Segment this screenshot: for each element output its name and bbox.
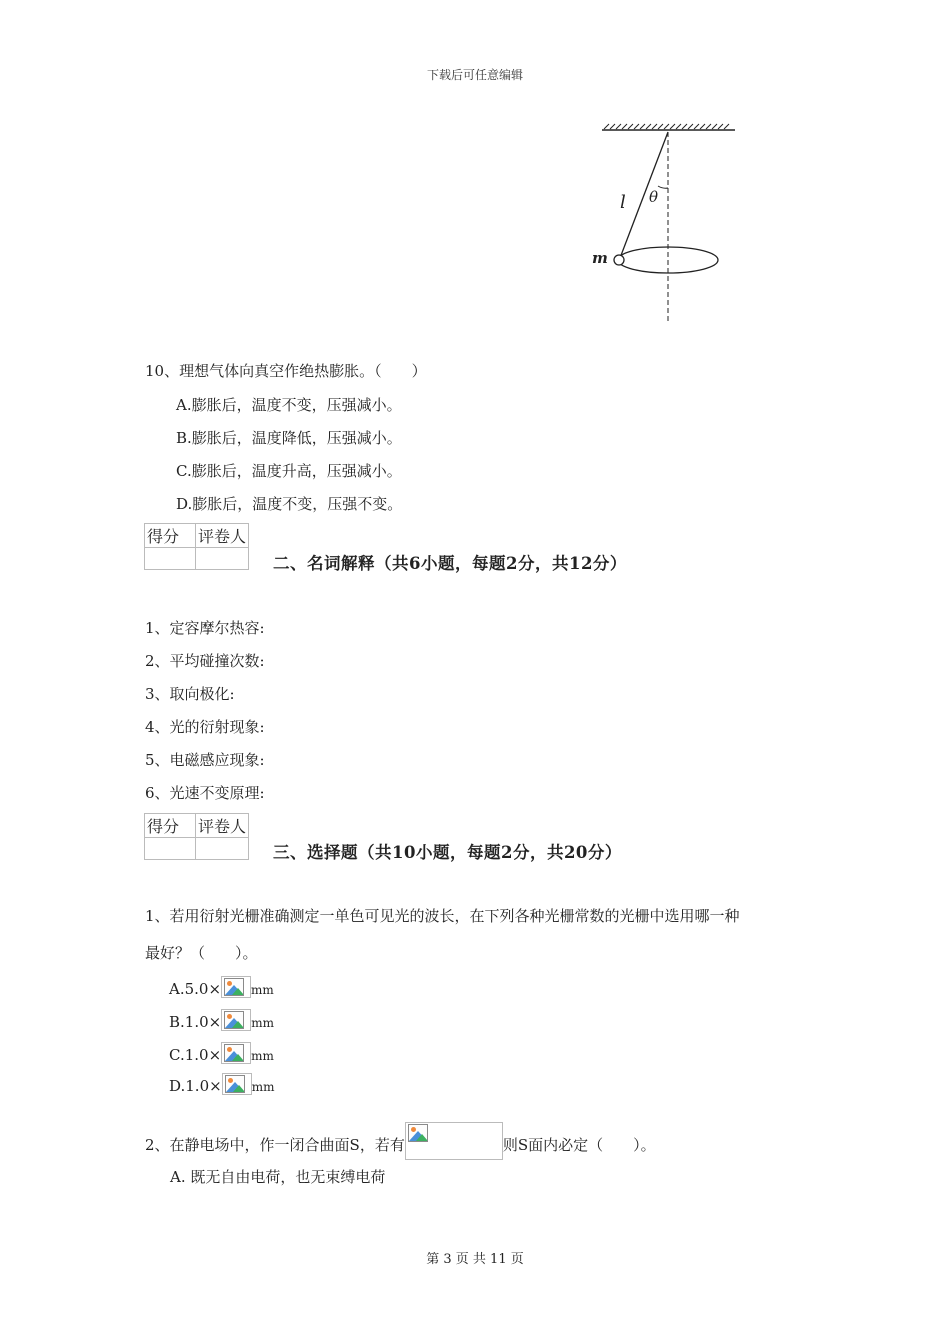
question-1-stem-line-1: 1、若用衍射光栅准确测定一单色可见光的波长，在下列各种光栅常数的光栅中选用哪一种 — [145, 907, 740, 925]
score-table-section-3 — [144, 813, 249, 860]
grader-cell — [196, 838, 249, 860]
question-1-option-b — [169, 1009, 274, 1031]
section-3-title: 三、选择题（共10小题，每题2分，共20分） — [273, 843, 622, 862]
question-1-option-c — [169, 1042, 274, 1064]
term-item-4: 4、光的衍射现象: — [145, 718, 265, 736]
stem-before: 2、在静电场中，作一闭合曲面S，若有 — [145, 1136, 405, 1154]
theta-arc — [658, 186, 668, 188]
page-header: 下载后可任意编辑 — [426, 68, 523, 82]
question-10-option-d: D.膨胀后，温度不变，压强不变。 — [176, 495, 403, 513]
term-item-6: 6、光速不变原理: — [145, 784, 265, 802]
label-l: l — [620, 192, 626, 213]
option-unit: mm — [251, 1080, 275, 1094]
label-m: m — [592, 249, 608, 267]
option-unit: mm — [251, 1016, 274, 1030]
broken-image-icon — [405, 1122, 503, 1160]
score-table-section-2 — [144, 523, 249, 570]
score-cell — [145, 548, 196, 570]
score-label: 得分 — [145, 814, 196, 838]
option-unit: mm — [251, 1049, 274, 1063]
question-2-stem — [145, 1122, 656, 1160]
section-2-title: 二、名词解释（共6小题，每题2分，共12分） — [273, 554, 627, 573]
score-cell — [145, 838, 196, 860]
grader-cell — [196, 548, 249, 570]
label-theta: θ — [649, 188, 659, 206]
broken-image-icon — [221, 1042, 251, 1064]
stem-after: 则S面内必定（ ）。 — [502, 1136, 656, 1154]
option-text: A.5.0× — [169, 980, 222, 998]
option-text: D.1.0× — [169, 1077, 222, 1095]
broken-image-icon — [222, 1073, 252, 1095]
term-item-5: 5、电磁感应现象: — [145, 751, 265, 769]
question-1-option-a — [169, 976, 274, 998]
question-1-option-d — [169, 1073, 274, 1095]
broken-image-icon — [221, 976, 251, 998]
question-10-option-b: B.膨胀后，温度降低，压强减小。 — [176, 429, 402, 447]
grader-label: 评卷人 — [196, 524, 249, 548]
term-item-1: 1、定容摩尔热容: — [145, 619, 265, 637]
ceiling-hatch — [604, 124, 729, 129]
question-10-option-a: A.膨胀后，温度不变，压强减小。 — [176, 396, 402, 414]
question-10-option-c: C.膨胀后，温度升高，压强减小。 — [176, 462, 402, 480]
pendulum-bob — [614, 255, 624, 265]
question-2-option-a: A. 既无自由电荷，也无束缚电荷 — [170, 1168, 386, 1186]
term-item-3: 3、取向极化: — [145, 685, 235, 703]
score-label: 得分 — [145, 524, 196, 548]
option-text: B.1.0× — [169, 1013, 222, 1031]
question-10-stem: 10、理想气体向真空作绝热膨胀。（ ） — [145, 362, 427, 380]
broken-image-icon — [221, 1009, 251, 1031]
term-item-2: 2、平均碰撞次数: — [145, 652, 265, 670]
grader-label: 评卷人 — [196, 814, 249, 838]
question-1-stem-line-2: 最好？（ ）。 — [145, 944, 258, 962]
pendulum-figure — [590, 118, 750, 328]
option-unit: mm — [251, 983, 274, 997]
pendulum-string — [620, 132, 668, 258]
page-footer: 第 3 页 共 11 页 — [426, 1252, 524, 1267]
option-text: C.1.0× — [169, 1046, 222, 1064]
